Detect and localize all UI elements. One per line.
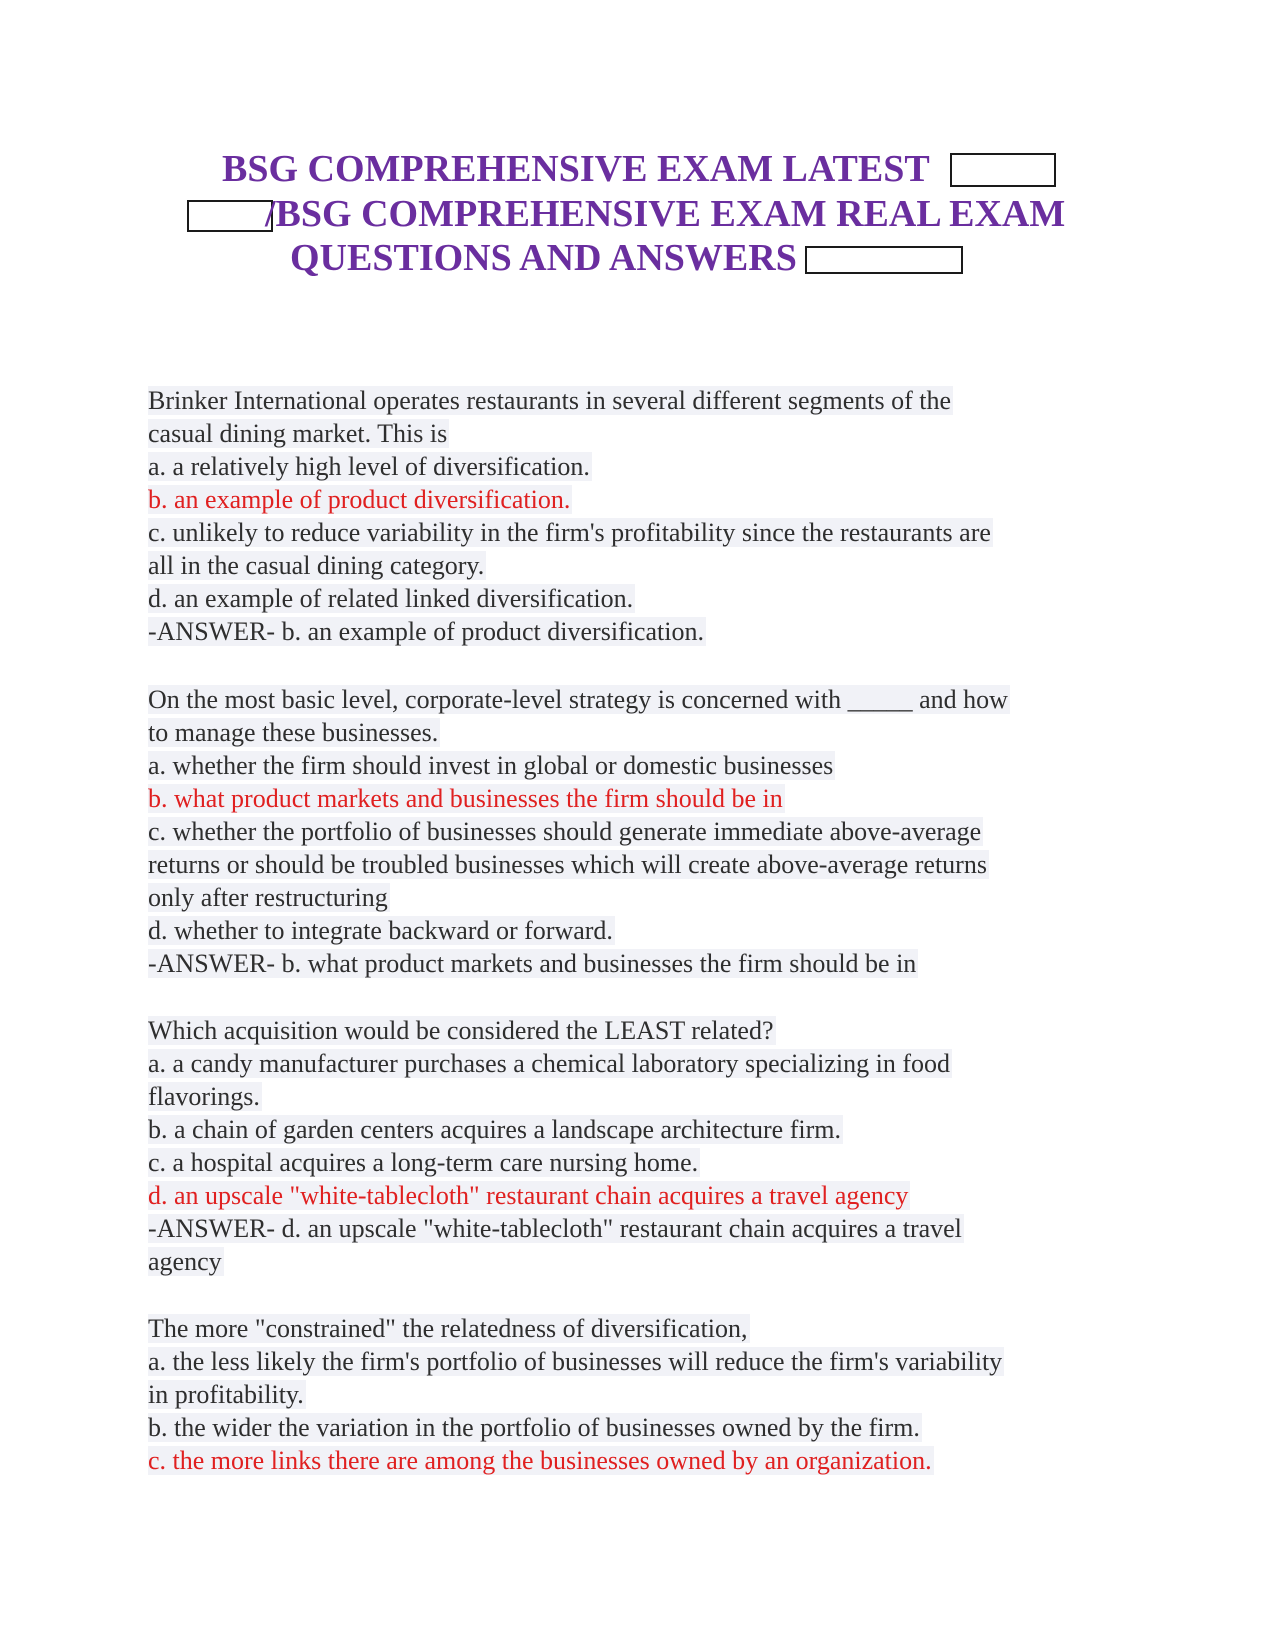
option-line: d. an example of related linked diversification. [148,584,634,613]
question-line: The more "constrained" the relatedness of diversification, [148,1314,748,1343]
correct-option-line: b. what product markets and businesses the firm should be in [148,784,783,813]
option-line: c. a hospital acquires a long-term care nursing home. [148,1148,699,1177]
option-line: d. whether to integrate backward or forward. [148,916,613,945]
option-line: a. a relatively high level of diversification. [148,452,590,481]
correct-option-line: d. an upscale "white-tablecloth" restaurant chain acquires a travel agency [148,1181,909,1210]
question-line: casual dining market. This is [148,419,448,448]
redaction-box [805,246,963,274]
option-line: c. whether the portfolio of businesses should generate immediate above-average [148,817,982,846]
option-line: b. the wider the variation in the portfolio of businesses owned by the firm. [148,1413,920,1442]
option-line: c. unlikely to reduce variability in the firm's profitability since the restaurants are [148,518,991,547]
title-line-2: /BSG COMPREHENSIVE EXAM REAL EXAM [265,193,1066,235]
correct-option-line: c. the more links there are among the businesses owned by an organization. [148,1446,932,1475]
option-line: a. the less likely the firm's portfolio of businesses will reduce the firm's variability [148,1347,1003,1376]
answer-line: -ANSWER- b. an example of product diversification. [148,617,704,646]
title-line-3: QUESTIONS AND ANSWERS [290,237,797,279]
question-line: Which acquisition would be considered the LEAST related? [148,1016,774,1045]
option-line: all in the casual dining category. [148,551,485,580]
redaction-box [950,153,1056,187]
answer-line: -ANSWER- d. an upscale "white-tablecloth" restaurant chain acquires a travel [148,1214,962,1243]
option-line: flavorings. [148,1082,260,1111]
title-line-1: BSG COMPREHENSIVE EXAM LATEST [222,148,930,190]
correct-option-line: b. an example of product diversification. [148,485,571,514]
question-line: to manage these businesses. [148,718,439,747]
answer-line: -ANSWER- b. what product markets and businesses the firm should be in [148,949,917,978]
option-line: only after restructuring [148,883,388,912]
option-line: a. a candy manufacturer purchases a chemical laboratory specializing in food [148,1049,951,1078]
answer-line: agency [148,1247,222,1276]
option-line: in profitability. [148,1380,304,1409]
option-line: b. a chain of garden centers acquires a landscape architecture firm. [148,1115,841,1144]
option-line: a. whether the firm should invest in global or domestic businesses [148,751,834,780]
redaction-box [187,200,273,232]
option-line: returns or should be troubled businesses which will create above-average returns [148,850,987,879]
question-line: On the most basic level, corporate-level strategy is concerned with _____ and how [148,685,1008,714]
question-line: Brinker International operates restaurants in several different segments of the [148,386,952,415]
